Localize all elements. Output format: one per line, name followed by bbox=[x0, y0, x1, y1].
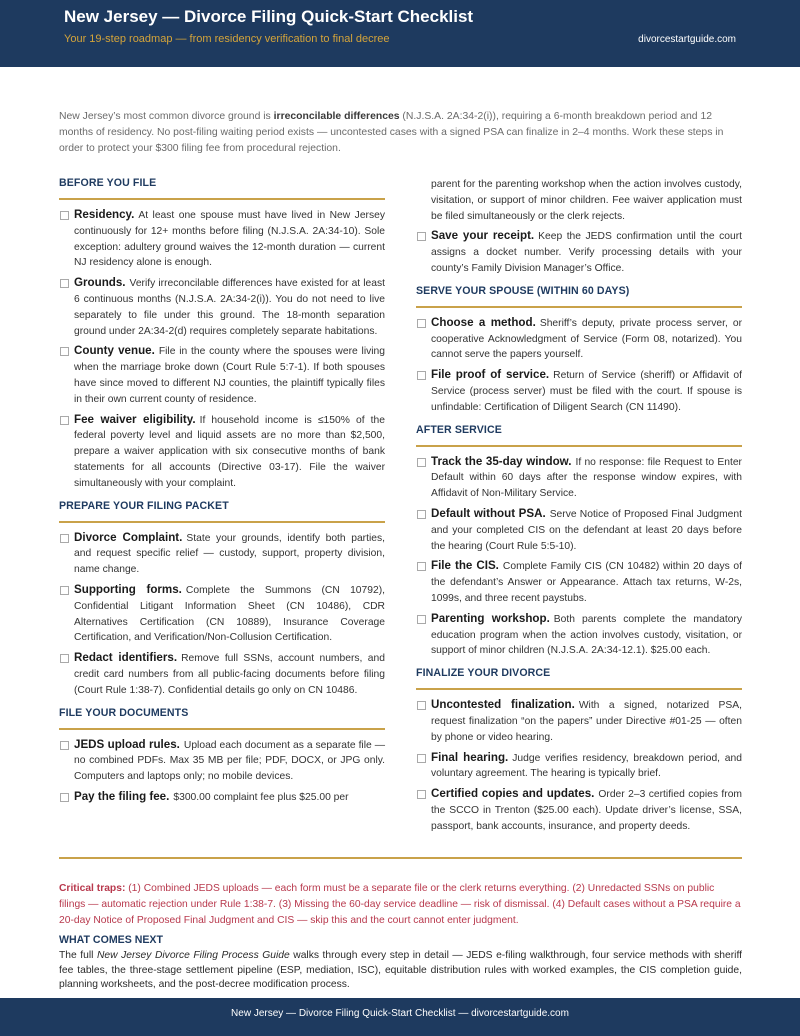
checklist-item bbox=[416, 611, 742, 659]
bottom-divider bbox=[59, 857, 742, 859]
checklist-item-label: File the CIS. bbox=[431, 559, 499, 573]
section-divider bbox=[59, 728, 385, 730]
checklist-item-label: Redact identifiers. bbox=[74, 651, 178, 665]
section-divider bbox=[59, 521, 385, 523]
checklist-item-label: Divorce Complaint. bbox=[74, 530, 183, 544]
fee-continuation: parent for the parenting workshop when the action involves custody, visitation, or support of minor children. Fee waiver application must be filed simultaneously or the clerk rejects. bbox=[431, 179, 742, 222]
what-comes-next-title: WHAT COMES NEXT bbox=[59, 934, 163, 946]
section-title: AFTER SERVICE bbox=[416, 423, 502, 436]
what-comes-next-text bbox=[59, 949, 742, 993]
section-title: FILE YOUR DOCUMENTS bbox=[59, 706, 189, 719]
checklist-item bbox=[59, 530, 385, 578]
checklist-item bbox=[416, 315, 742, 363]
checklist-item bbox=[416, 750, 742, 783]
checklist-item bbox=[59, 650, 385, 698]
checklist-item-text: Complete Family CIS (CN 10482) within 20 days of the defendant’s Answer or Appearance. Attach tax returns, W-2s, 1099s, and three recent paystubs. bbox=[431, 561, 742, 604]
checkbox-icon[interactable] bbox=[417, 754, 426, 763]
checklist-item bbox=[416, 697, 742, 745]
checklist-item-label: Uncontested finalization. bbox=[431, 698, 575, 712]
checklist-item-text: $300.00 complaint fee plus $25.00 per bbox=[173, 791, 349, 803]
checklist-item bbox=[416, 506, 742, 554]
section-divider bbox=[416, 306, 742, 308]
intro-bold: irreconcilable differences bbox=[273, 111, 400, 122]
section-before-you-file bbox=[59, 177, 385, 492]
checklist-item bbox=[416, 558, 742, 606]
checklist-item-label: Parenting workshop. bbox=[431, 611, 550, 625]
checklist-item bbox=[59, 789, 385, 806]
checkbox-icon[interactable] bbox=[60, 279, 69, 288]
section-title: BEFORE YOU FILE bbox=[59, 177, 157, 189]
checkbox-icon[interactable] bbox=[60, 741, 69, 750]
intro-paragraph bbox=[59, 109, 742, 157]
right-column bbox=[416, 177, 742, 843]
critical-traps bbox=[59, 881, 742, 929]
checklist-item bbox=[416, 454, 742, 502]
checklist-item bbox=[416, 786, 742, 834]
checklist-item-text: File in the county where the spouses were living when the marriage broke down (Court Rule 5:7-1). If both spouses have since moved to different NJ counties, the plaintiff typically files in their own current county of residence. bbox=[74, 346, 385, 405]
checklist-item-text: If household income is ≤150% of the federal poverty level and liquid assets are no more than $2,500, prepare a waiver application with six consecutive months of bank statements for all accounts (Directive 03-17). File the waiver simultaneously with your complaint. bbox=[74, 414, 385, 489]
checklist-item-text: Order 2–3 certified copies from the SCCO in Trenton ($25.00 each). Update driver’s license, SSA, passport, bank accounts, insurance, and property deeds. bbox=[431, 789, 742, 832]
checklist-item-label: Final hearing. bbox=[431, 750, 509, 764]
checkbox-icon[interactable] bbox=[60, 534, 69, 543]
checklist-item-label: Choose a method. bbox=[431, 315, 536, 329]
checklist-item-label: Track the 35-day window. bbox=[431, 454, 572, 468]
site-name: divorcestartguide.com bbox=[638, 34, 736, 45]
checklist-item-label: Certified copies and updates. bbox=[431, 787, 595, 801]
checklist-item-text: Return of Service (sheriff) or Affidavit of Service (process server) must be filed with the court. If spouse is unfindable: Certification of Diligent Search (CN 11490). bbox=[431, 370, 742, 413]
checklist-item-text: Complete the Summons (CN 10792), Confidential Litigant Information Sheet (CN 10486), CDR Alternatives Certification (CN 10889), Insurance Coverage Certification, and Verification/Non-Collusion Certification. bbox=[74, 584, 385, 644]
checkbox-icon[interactable] bbox=[60, 416, 69, 425]
checklist-item-label: Fee waiver eligibility. bbox=[74, 412, 196, 426]
left-column bbox=[59, 177, 385, 814]
section-title: PREPARE YOUR FILING PACKET bbox=[59, 499, 229, 512]
section-divider bbox=[59, 198, 385, 200]
checklist-item bbox=[59, 737, 385, 785]
checklist-item-text: If no response: file Request to Enter Default within 60 days after the response window expires, with Affidavit of Non-Military Service. bbox=[431, 456, 742, 500]
checklist-item-label: JEDS upload rules. bbox=[74, 737, 180, 751]
checklist-item-label: File proof of service. bbox=[431, 368, 550, 382]
traps-label: Critical traps: bbox=[59, 883, 126, 894]
page-subtitle: Your 19-step roadmap — from residency verification to final decree bbox=[64, 33, 390, 45]
checklist-item-label: Grounds. bbox=[74, 276, 126, 290]
checkbox-icon[interactable] bbox=[60, 654, 69, 663]
checklist-item bbox=[416, 367, 742, 415]
checklist-item-text: Upload each document as a separate file — no combined PDFs. Max 35 MB per file; PDF, DOCX, or JPG only. Computers and laptops only; no mobile devices. bbox=[74, 739, 385, 783]
section-divider bbox=[416, 688, 742, 690]
checklist-item-text: Sheriff’s deputy, private process server, or cooperative Acknowledgment of Service (Form 08, notarized). You cannot serve the papers yourself. bbox=[431, 317, 742, 361]
section-serve-spouse bbox=[416, 285, 742, 416]
section-file-documents bbox=[59, 707, 385, 806]
section-finalize bbox=[416, 667, 742, 834]
checklist-item-text: Remove full SSNs, account numbers, and credit card numbers from all public-facing documents before filing (Court Rule 1:38-7). Confidential details go only on CN 10486. bbox=[74, 653, 385, 696]
section-after-service bbox=[416, 424, 742, 660]
traps-text: (1) Combined JEDS uploads — each form must be a separate file or the clerk returns everything. (2) Unredacted SSNs on public filings — automatic rejection under Rule 1:38-7. (3) Missing the 60-day service deadline — risk of dismissal. (4) Default cases without a PSA require a 20-day Notice of Proposed Final Judgment and CIS — skip this and the court cannot enter judgment. bbox=[59, 883, 741, 926]
intro-text-2: (N.J.S.A. 2A:34-2(i)), requiring a 6-month breakdown period and 12 months of residency. No post-filing waiting period exists — uncontested cases with a signed PSA can finalize in 2–4 months. Work these steps in order to protect your $300 filing fee from procedural rejection. bbox=[59, 111, 724, 154]
checklist-item-text: Both parents complete the mandatory education program when the action involves custody, visitation, or support of minor children (N.J.S.A. 2A:34-12.1). $25.00 each. bbox=[431, 613, 742, 657]
checklist-item-text: Serve Notice of Proposed Final Judgment and your completed CIS on the defendant at least 20 days before the hearing (Court Rule 5:5-10). bbox=[431, 508, 742, 552]
checklist-item bbox=[59, 275, 385, 339]
checklist-item bbox=[59, 343, 385, 407]
checkbox-icon[interactable] bbox=[417, 319, 426, 328]
checklist-item-text: Judge verifies residency, breakdown period, and voluntary agreement. The hearing is typically brief. bbox=[431, 752, 742, 780]
section-filing-packet bbox=[59, 500, 385, 699]
page-header bbox=[0, 0, 800, 67]
section-title: SERVE YOUR SPOUSE (WITHIN 60 DAYS) bbox=[416, 284, 630, 297]
checklist-item-label: Residency. bbox=[74, 208, 135, 221]
page-title: New Jersey — Divorce Filing Quick-Start Checklist bbox=[64, 7, 474, 26]
checkbox-icon[interactable] bbox=[417, 510, 426, 519]
checklist-item-text: Keep the JEDS confirmation until the court assigns a docket number. Verify processing details with your county’s Family Division Manager’s Office. bbox=[431, 231, 742, 274]
checkbox-icon[interactable] bbox=[60, 347, 69, 356]
checkbox-icon[interactable] bbox=[60, 793, 69, 802]
checkbox-icon[interactable] bbox=[417, 562, 426, 571]
checklist-item-label: Supporting forms. bbox=[74, 582, 182, 596]
intro-text-1: New Jersey’s most common divorce ground is bbox=[59, 111, 274, 122]
checkbox-icon[interactable] bbox=[417, 232, 426, 241]
checklist-item-text: With a signed, notarized PSA, request finalization “on the papers” under Directive #01-25 — often by phone or video hearing. bbox=[431, 700, 743, 743]
checklist-item-text: State your grounds, identify both parties, and request specific relief — custody, support, property division, name change. bbox=[74, 532, 385, 576]
checkbox-icon[interactable] bbox=[417, 371, 426, 380]
section-title: FINALIZE YOUR DIVORCE bbox=[416, 667, 551, 680]
checkbox-icon[interactable] bbox=[417, 615, 426, 624]
checklist-item bbox=[59, 207, 385, 271]
checklist-item-text: At least one spouse must have lived in New Jersey continuously for 12+ months before filing (N.J.S.A. 2A:34-10). Sole exception: adultery ground waives the 12-month duration — current NJ residency alone is enough. bbox=[74, 210, 385, 269]
checkbox-icon[interactable] bbox=[60, 211, 69, 220]
checklist-item-label: Default without PSA. bbox=[431, 506, 546, 520]
checkbox-icon[interactable] bbox=[417, 458, 426, 467]
checkbox-icon[interactable] bbox=[417, 701, 426, 710]
checklist-item bbox=[59, 412, 385, 492]
checklist-item-label: Pay the filing fee. bbox=[74, 789, 170, 803]
checklist-item bbox=[416, 228, 742, 276]
guide-title: New Jersey Divorce Filing Process Guide bbox=[96, 950, 290, 961]
checklist-item-text: Verify irreconcilable differences have existed for at least 6 continuous months (N.J.S.A. 2A:34-2(i)). You do not need to live separately to file under this ground. The 18-month separation ground under 2A:34-2(d) requires completely separate habitations. bbox=[74, 278, 385, 337]
checklist-item bbox=[59, 582, 385, 646]
checkbox-icon[interactable] bbox=[417, 790, 426, 799]
next-text-2: walks through every step in detail — JEDS e-filing walkthrough, four service methods with sheriff fee tables, the three-stage settlement pipeline (ESP, mediation, ISC), equitable distribution rules with worked examples, the CIS completion guide, planning worksheets, and the post-decree modification process. bbox=[59, 950, 742, 990]
section-divider bbox=[416, 445, 742, 447]
checklist-item-label: County venue. bbox=[74, 344, 155, 358]
page-footer bbox=[0, 998, 800, 1036]
checklist-item-label: Save your receipt. bbox=[431, 229, 535, 243]
footer-text: New Jersey — Divorce Filing Quick-Start Checklist — divorcestartguide.com bbox=[231, 1008, 569, 1019]
next-text-1: The full bbox=[59, 950, 97, 961]
checkbox-icon[interactable] bbox=[60, 586, 69, 595]
